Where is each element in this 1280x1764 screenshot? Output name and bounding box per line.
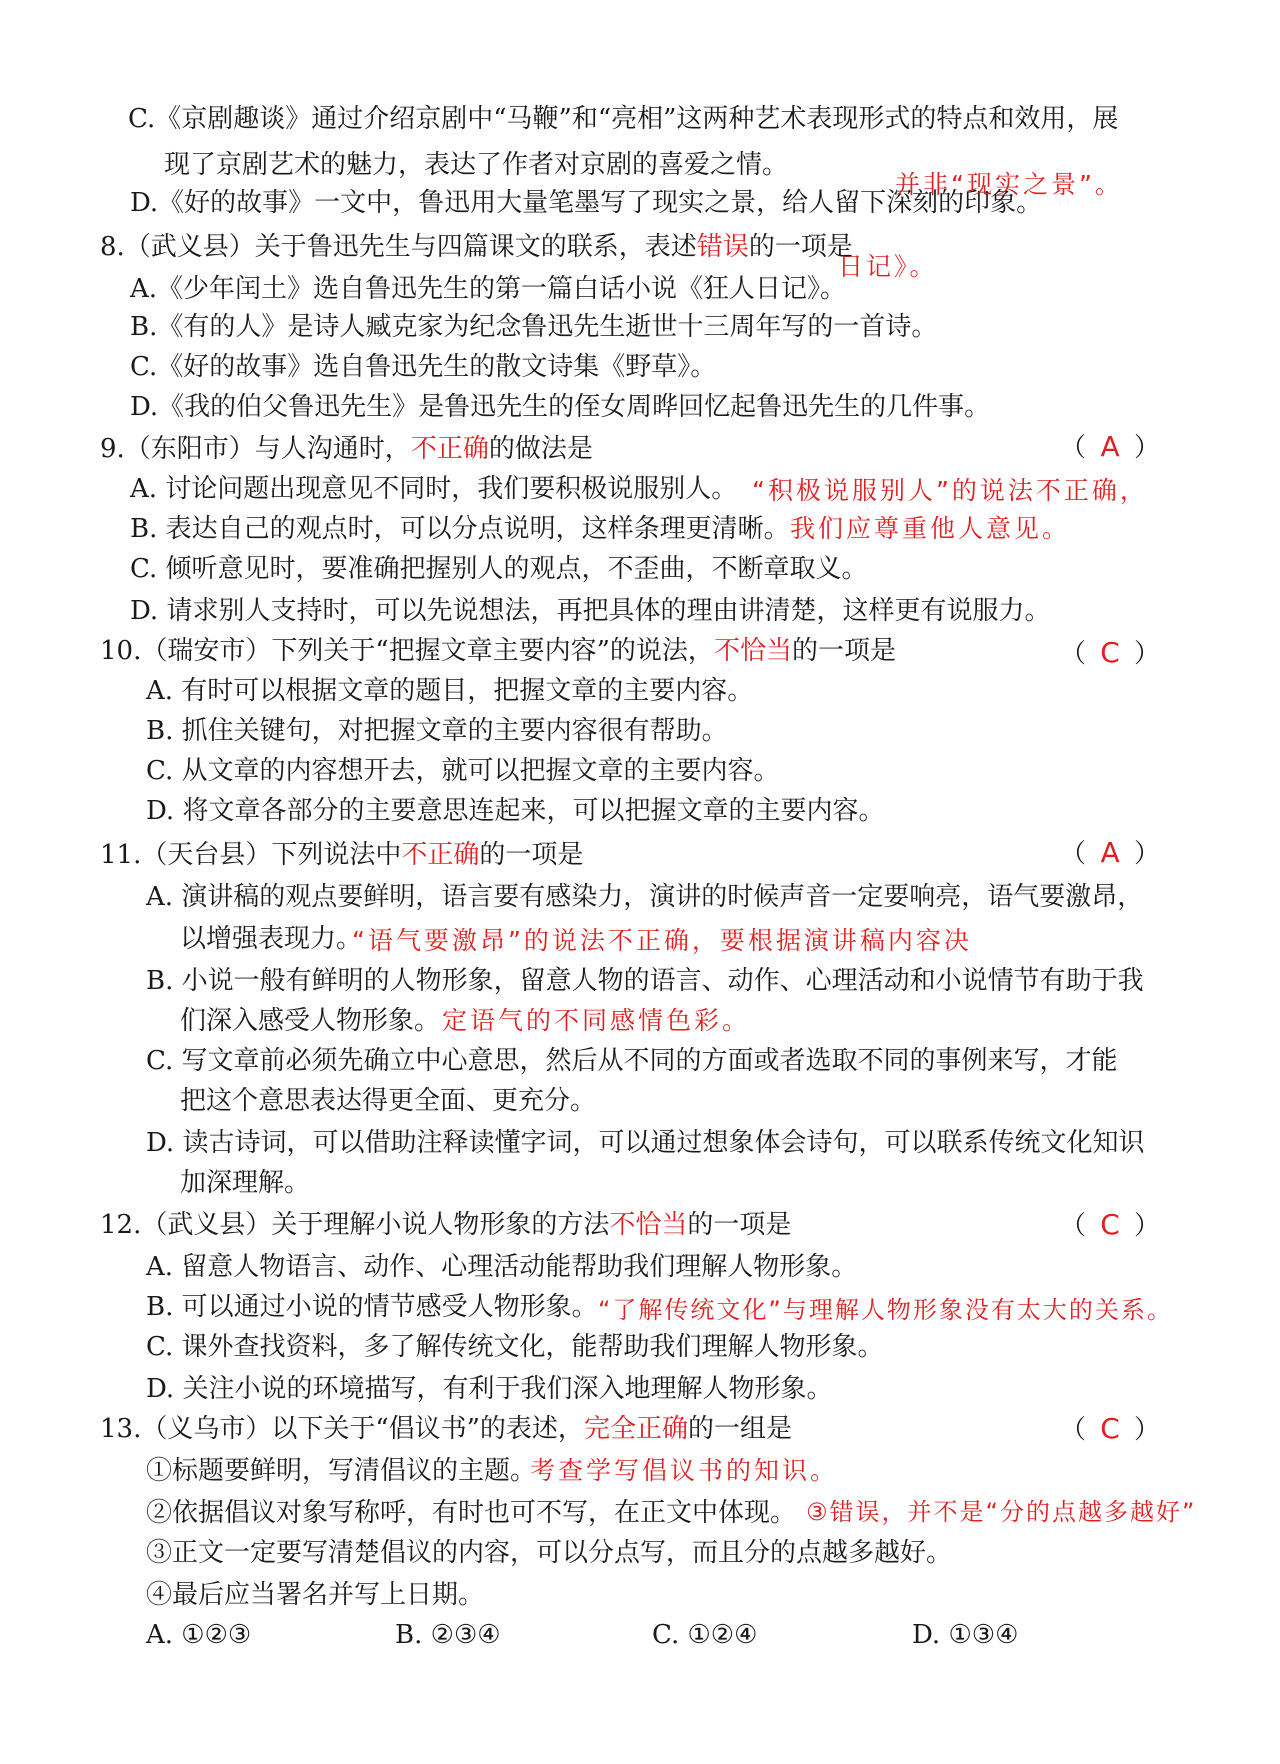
q13-choice-a: A. ①②③	[146, 1620, 252, 1650]
q11-answer-box	[1060, 836, 1160, 870]
q9-stem	[100, 434, 593, 465]
q10-option-c: C. 从文章的内容想开去，就可以把握文章的主要内容。	[146, 756, 780, 786]
q9-note-a: “积极说服别人”的说法不正确，	[752, 476, 1148, 505]
q10-stem-tail: 的一项是	[791, 636, 896, 666]
q11-answer: A	[1100, 836, 1120, 869]
q9-stem-text: 9.（东阳市）与人沟通时，	[100, 434, 411, 464]
q13-item-4: ④最后应当署名并写上日期。	[146, 1580, 485, 1610]
q8-stem-text: 8.（武义县）关于鲁迅先生与四篇课文的联系，表述	[100, 232, 697, 262]
q10-stem-text: 10.（瑞安市）下列关于“把握文章主要内容”的说法，	[100, 636, 714, 666]
q12-note-b: “了解传统文化”与理解人物形象没有太大的关系。	[598, 1296, 1173, 1324]
q13-stem-keyword: 完全正确	[583, 1414, 688, 1444]
q8-stem	[100, 232, 853, 263]
q10-stem	[100, 636, 896, 667]
q11-stem-text: 11.（天台县）下列说法中	[100, 840, 402, 870]
q10-option-b: B. 抓住关键句，对把握文章的主要内容很有帮助。	[146, 716, 728, 746]
q11-option-b-line2: 们深入感受人物形象。	[180, 1006, 441, 1036]
q9-option-a: A. 讨论问题出现意见不同时，我们要积极说服别人。	[130, 474, 738, 504]
paren-open: （	[1060, 839, 1087, 869]
q8-stem-keyword: 错误	[696, 232, 749, 262]
paren-close: ）	[1134, 1415, 1161, 1445]
q7-option-c-line1: C.《京剧趣谈》通过介绍京剧中“马鞭”和“亮相”这两种艺术表现形式的特点和效用，展	[128, 104, 1119, 134]
q10-option-d: D. 将文章各部分的主要意思连起来，可以把握文章的主要内容。	[146, 796, 885, 826]
q11-option-c-line1: C. 写文章前必须先确立中心意思，然后从不同的方面或者选取不同的事例来写，才能	[146, 1046, 1118, 1076]
q8-option-c: C.《好的故事》选自鲁迅先生的散文诗集《野草》。	[130, 352, 717, 382]
q13-item-2: ②依据倡议对象写称呼，有时也可不写，在正文中体现。	[146, 1498, 797, 1528]
q8-option-d: D.《我的伯父鲁迅先生》是鲁迅先生的侄女周晔回忆起鲁迅先生的几件事。	[130, 392, 991, 422]
q8-option-a: A.《少年闰土》选自鲁迅先生的第一篇白话小说《狂人日记》。	[130, 274, 847, 304]
q13-stem	[100, 1414, 792, 1445]
q9-stem-keyword: 不正确	[410, 434, 489, 464]
paren-close: ）	[1134, 433, 1161, 463]
q9-option-b: B. 表达自己的观点时，可以分点说明，这样条理更清晰。	[130, 514, 790, 544]
paren-open: （	[1060, 1415, 1087, 1445]
q9-option-d: D. 请求别人支持时，可以先说想法，再把具体的理由讲清楚，这样更有说服力。	[130, 596, 1051, 626]
q11-option-c-line2: 把这个意思表达得更全面、更充分。	[180, 1086, 597, 1116]
q12-stem	[100, 1210, 791, 1241]
q7-option-d: D.《好的故事》一文中，鲁迅用大量笔墨写了现实之景，给人留下深刻的印象。	[130, 188, 1043, 218]
q12-option-a: A. 留意人物语言、动作、心理活动能帮助我们理解人物形象。	[146, 1252, 858, 1282]
paren-close: ）	[1134, 639, 1161, 669]
q12-stem-keyword: 不恰当	[609, 1210, 688, 1240]
paren-close: ）	[1134, 839, 1161, 869]
q11-option-a-line1: A. 演讲稿的观点要鲜明，语言要有感染力，演讲的时候声音一定要响亮，语气要激昂，	[146, 882, 1144, 912]
q12-stem-tail: 的一项是	[687, 1210, 792, 1240]
q9-stem-tail: 的做法是	[488, 434, 593, 464]
q10-answer-box	[1060, 636, 1160, 670]
q13-note-2: ③错误，并不是“分的点越多越好”	[806, 1498, 1197, 1526]
q13-choice-d: D. ①③④	[912, 1620, 1019, 1650]
q10-answer: C	[1100, 636, 1120, 669]
q9-option-c: C. 倾听意见时，要准确把握别人的观点，不歪曲，不断章取义。	[130, 554, 868, 584]
q11-note-b: 定语气的不同感情色彩。	[442, 1006, 751, 1035]
paren-open: （	[1060, 639, 1087, 669]
q13-answer: C	[1100, 1412, 1120, 1445]
q9-answer: A	[1100, 430, 1120, 463]
q11-option-a-line2: 以增强表现力。	[180, 924, 363, 954]
q12-option-b: B. 可以通过小说的情节感受人物形象。	[146, 1292, 598, 1322]
q13-answer-box	[1060, 1412, 1160, 1446]
q11-note-a: “语气要激昂”的说法不正确，要根据演讲稿内容决	[352, 926, 972, 955]
q12-option-d: D. 关注小说的环境描写，有利于我们深入地理解人物形象。	[146, 1374, 833, 1404]
q13-note-1: 考查学写倡议书的知识。	[530, 1456, 839, 1485]
q11-option-b-line1: B. 小说一般有鲜明的人物形象，留意人物的语言、动作、心理活动和小说情节有助于我	[146, 966, 1144, 996]
q8-stem-tail: 的一项是	[748, 232, 853, 262]
q11-stem	[100, 840, 583, 871]
q11-stem-keyword: 不正确	[401, 840, 480, 870]
q7-option-c-line2: 现了京剧艺术的魅力，表达了作者对京剧的喜爱之情。	[164, 150, 789, 180]
q10-option-a: A. 有时可以根据文章的题目，把握文章的主要内容。	[146, 676, 754, 706]
q12-answer-box	[1060, 1208, 1160, 1242]
q12-option-c: C. 课外查找资料，多了解传统文化，能帮助我们理解人物形象。	[146, 1332, 884, 1362]
q13-choice-b: B. ②③④	[395, 1620, 501, 1650]
q8-handwritten-note: 日记》。	[838, 252, 938, 281]
q9-note-b: 我们应尊重他人意见。	[790, 514, 1071, 543]
q13-stem-tail: 的一组是	[687, 1414, 792, 1444]
q13-item-3: ③正文一定要写清楚倡议的内容，可以分点写，而且分的点越多越好。	[146, 1538, 953, 1568]
q12-stem-text: 12.（武义县）关于理解小说人物形象的方法	[100, 1210, 610, 1240]
paren-close: ）	[1134, 1211, 1161, 1241]
paren-open: （	[1060, 1211, 1087, 1241]
q8-option-b: B.《有的人》是诗人臧克家为纪念鲁迅先生逝世十三周年写的一首诗。	[130, 312, 938, 342]
q7-handwritten-note: 并非“现实之景”。	[895, 170, 1123, 199]
q13-choice-c: C. ①②④	[652, 1620, 758, 1650]
q9-answer-box	[1060, 430, 1160, 464]
q11-option-d-line1: D. 读古诗词，可以借助注释读懂字词，可以通过想象体会诗句，可以联系传统文化知识	[146, 1128, 1145, 1158]
q11-stem-tail: 的一项是	[479, 840, 584, 870]
q13-stem-text: 13.（义乌市）以下关于“倡议书”的表述，	[100, 1414, 584, 1444]
q13-item-1: ①标题要鲜明，写清倡议的主题。	[146, 1456, 537, 1486]
q10-stem-keyword: 不恰当	[713, 636, 792, 666]
q12-answer: C	[1100, 1208, 1120, 1241]
paren-open: （	[1060, 433, 1087, 463]
q11-option-d-line2: 加深理解。	[180, 1168, 311, 1198]
